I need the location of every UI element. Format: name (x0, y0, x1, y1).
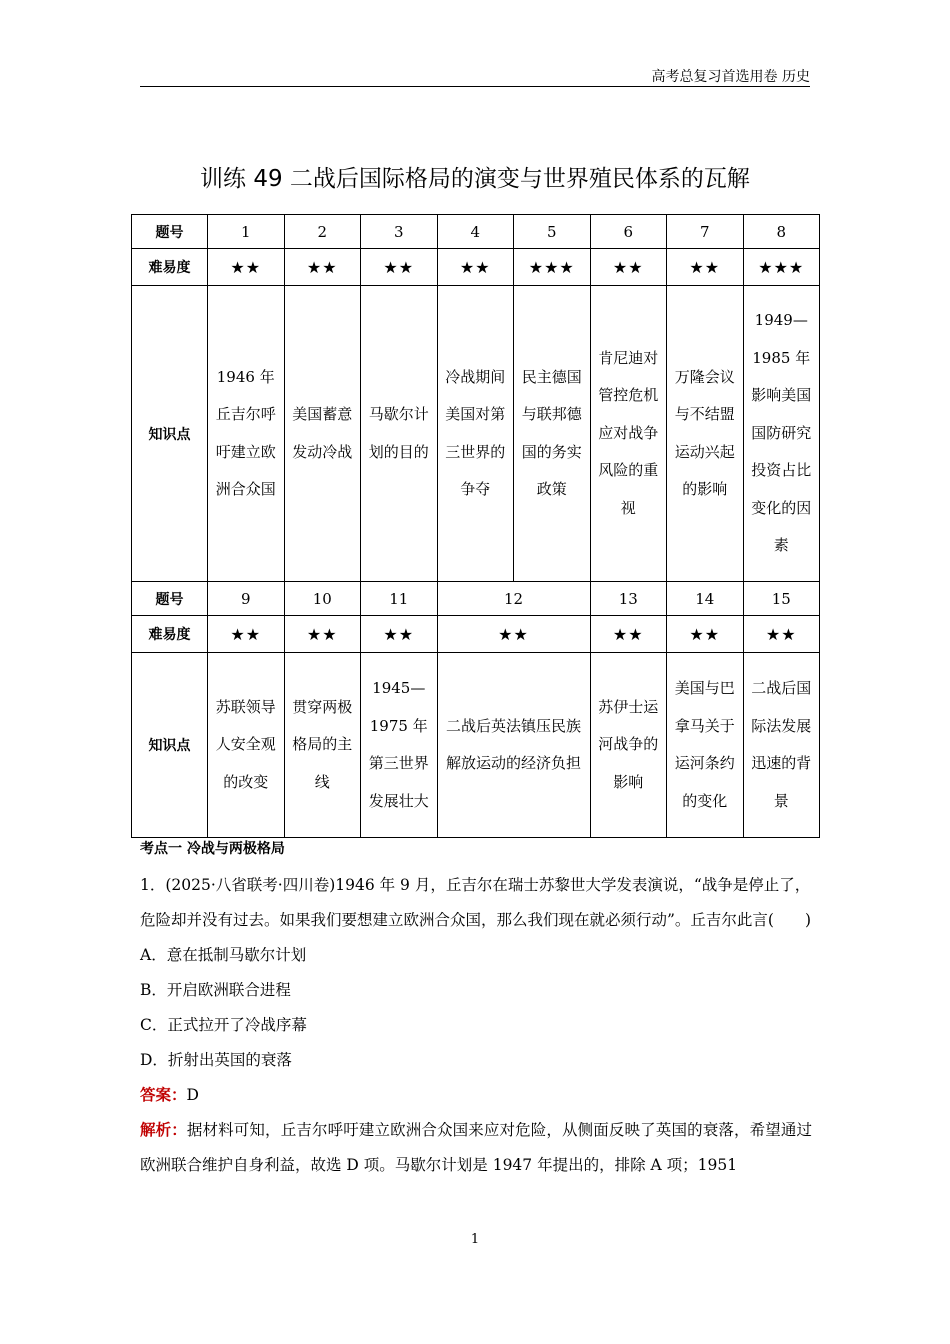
table-row-difficulty-1 (132, 249, 820, 286)
table-row-knowledge-2 (132, 653, 820, 838)
knowledge-point: 1949—1985 年影响美国国防研究投资占比变化的因素 (743, 286, 820, 582)
answer-label: 答案： (140, 1086, 187, 1104)
analysis-text: 据材料可知，丘吉尔呼吁建立欧洲合众国来应对危险，从侧面反映了英国的衰落，希望通过欧洲联合维护自身利益，故选 D 项。马歇尔计划是 1947 年提出的，排除 A 项；1951 (140, 1121, 812, 1174)
label-question-no: 题号 (132, 582, 208, 616)
question-block (140, 868, 812, 1183)
option-a: A．意在抵制马歇尔计划 (140, 946, 307, 964)
header-rule (140, 86, 810, 87)
question-no: 11 (361, 582, 438, 616)
section-heading: 考点一 冷战与两极格局 (140, 841, 285, 857)
difficulty-stars: ★★★ (743, 249, 820, 286)
question-no: 10 (284, 582, 361, 616)
label-knowledge-point: 知识点 (132, 286, 208, 582)
difficulty-stars: ★★ (208, 616, 285, 653)
difficulty-stars: ★★ (361, 616, 438, 653)
knowledge-point: 1946 年丘吉尔呼吁建立欧洲合众国 (208, 286, 285, 582)
question-no: 12 (437, 582, 590, 616)
option-c: C．正式拉开了冷战序幕 (140, 1016, 307, 1034)
label-knowledge-point: 知识点 (132, 653, 208, 838)
overview-table (131, 214, 820, 838)
answer-value: D (186, 1086, 199, 1104)
knowledge-point: 美国与巴拿马关于运河条约的变化 (667, 653, 744, 838)
knowledge-point: 民主德国与联邦德国的务实政策 (514, 286, 591, 582)
knowledge-point: 马歇尔计划的目的 (361, 286, 438, 582)
question-no: 7 (667, 215, 744, 249)
knowledge-point: 苏伊士运河战争的影响 (590, 653, 667, 838)
knowledge-point: 贯穿两极格局的主线 (284, 653, 361, 838)
difficulty-stars: ★★ (437, 616, 590, 653)
question-stem: 1．(2025·八省联考·四川卷)1946 年 9 月，丘吉尔在瑞士苏黎世大学发表演说，“战争是停止了，危险却并没有过去。如果我们要想建立欧洲合众国，那么我们现在就必须行动”。丘吉尔此言( ) (140, 876, 812, 929)
question-no: 5 (514, 215, 591, 249)
knowledge-point: 美国蓄意发动冷战 (284, 286, 361, 582)
question-no: 8 (743, 215, 820, 249)
label-difficulty: 难易度 (132, 249, 208, 286)
option-d: D．折射出英国的衰落 (140, 1051, 292, 1069)
difficulty-stars: ★★ (208, 249, 285, 286)
page-title: 训练 49 二战后国际格局的演变与世界殖民体系的瓦解 (200, 166, 750, 192)
question-no: 3 (361, 215, 438, 249)
difficulty-stars: ★★ (667, 249, 744, 286)
knowledge-point: 二战后英法镇压民族解放运动的经济负担 (437, 653, 590, 838)
difficulty-stars: ★★ (667, 616, 744, 653)
page-number: 1 (470, 1232, 480, 1247)
analysis-label: 解析： (140, 1121, 187, 1139)
difficulty-stars: ★★ (743, 616, 820, 653)
analysis-paragraph (140, 1113, 812, 1183)
question-no: 15 (743, 582, 820, 616)
running-header: 高考总复习首选用卷 历史 (651, 69, 810, 85)
table-row-numbers-1 (132, 215, 820, 249)
difficulty-stars: ★★★ (514, 249, 591, 286)
question-no: 1 (208, 215, 285, 249)
difficulty-stars: ★★ (361, 249, 438, 286)
knowledge-point: 苏联领导人安全观的改变 (208, 653, 285, 838)
knowledge-point: 冷战期间美国对第三世界的争夺 (437, 286, 514, 582)
answer-line (140, 1078, 812, 1113)
difficulty-stars: ★★ (284, 616, 361, 653)
knowledge-point: 1945—1975 年第三世界发展壮大 (361, 653, 438, 838)
question-no: 4 (437, 215, 514, 249)
table-row-knowledge-1 (132, 286, 820, 582)
option-b: B．开启欧洲联合进程 (140, 981, 291, 999)
table-row-numbers-2 (132, 582, 820, 616)
question-no: 2 (284, 215, 361, 249)
question-no: 9 (208, 582, 285, 616)
difficulty-stars: ★★ (284, 249, 361, 286)
knowledge-point: 万隆会议与不结盟运动兴起的影响 (667, 286, 744, 582)
knowledge-point: 肯尼迪对管控危机应对战争风险的重视 (590, 286, 667, 582)
difficulty-stars: ★★ (590, 249, 667, 286)
difficulty-stars: ★★ (437, 249, 514, 286)
knowledge-point: 二战后国际法发展迅速的背景 (743, 653, 820, 838)
label-question-no: 题号 (132, 215, 208, 249)
question-no: 14 (667, 582, 744, 616)
label-difficulty: 难易度 (132, 616, 208, 653)
difficulty-stars: ★★ (590, 616, 667, 653)
question-no: 13 (590, 582, 667, 616)
table-row-difficulty-2 (132, 616, 820, 653)
question-no: 6 (590, 215, 667, 249)
